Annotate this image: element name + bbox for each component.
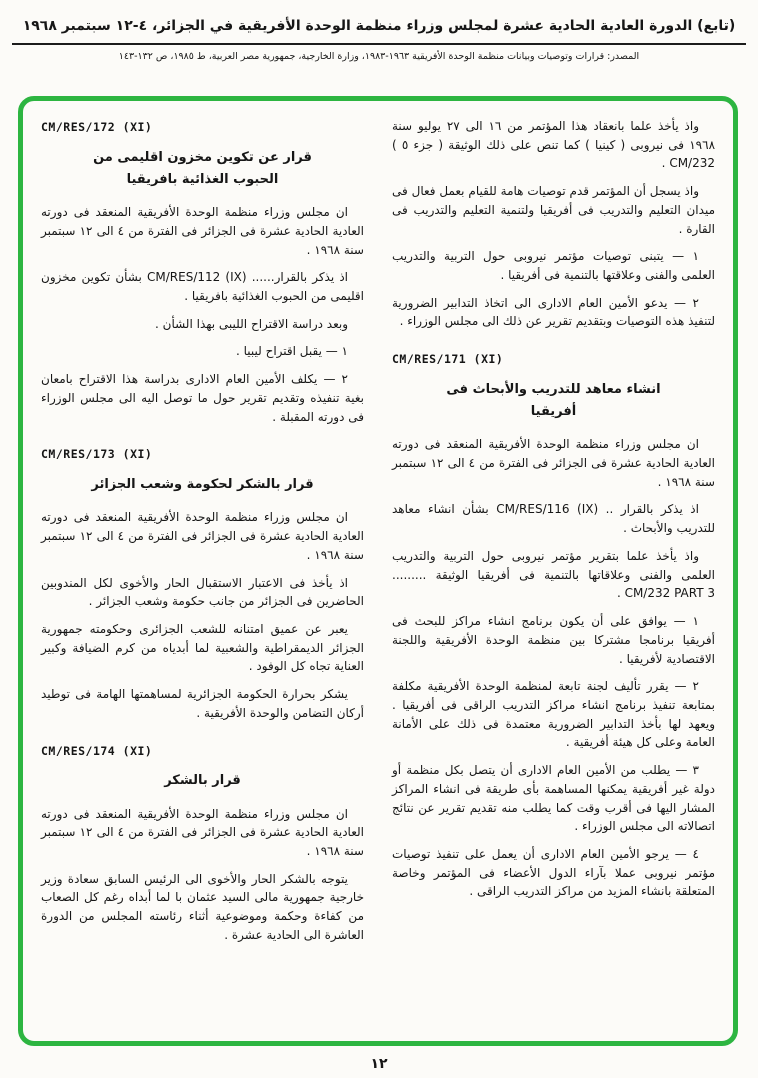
paragraph: ان مجلس وزراء منظمة الوحدة الأفريقية المنعقد فى دورته العادية الحادية عشرة فى الجزائر فى الفترة من ٤ الى ١٢ سبتمبر سنة ١٩٦٨ . [41, 806, 364, 858]
paragraph: ٢ — يكلف الأمين العام الادارى بدراسة هذا الاقتراح بامعان بغية تنفيذه وتقديم تقرير حول ما توصل اليه الى مجلس الوزراء فى دورته المقبلة . [41, 372, 364, 424]
paragraph: يعبر عن عميق امتنانه للشعب الجزائرى وحكومته جمهورية الجزائر الديمقراطية والشعبية لما أبدياه من كرم الضيافة وكبير العناية تجاه كل الوفود . [41, 621, 364, 674]
paragraph: ١ — يتبنى توصيات مؤتمر نيروبى حول التربية والتدريب العلمى والفنى وعلاقتها بالتنمية فى أفريقيا . [392, 249, 715, 283]
paragraph: واذ يأخذ علما بانعقاد هذا المؤتمر من ١٦ الى ٢٧ يوليو سنة ١٩٦٨ فى نيروبى ( كينيا ) كما تنص على ذلك الوثيقة ( جزء ٥ ) CM/232 . [392, 119, 716, 171]
paragraph: ٣ — يطلب من الأمين العام الادارى أن يتصل بكل منظمة أو دولة غير أفريقية يمكنها المساهمة بأى طريقة فى انشاء المراكز المشار اليها فى أقرب وقت كما يطلب منه تقديم تقرير عن نتائج اتصالاته الى مجلس الوزراء . [392, 763, 715, 834]
paragraph: ٤ — يرجو الأمين العام الادارى أن يعمل على تنفيذ توصيات مؤتمر نيروبى عملا بآراء الدول الأعضاء فى المؤتمر وخاصة المتعلقة بانشاء المزيد من مراكز التدريب الراقى . [392, 846, 715, 899]
paragraph: ان مجلس وزراء منظمة الوحدة الأفريقية المنعقد فى دورته العادية الحادية عشرة فى الجزائر فى الفترة من ٤ الى ١٢ سبتمبر سنة ١٩٦٨ . [392, 437, 715, 489]
resolution-code-172: CM/RES/172 (XI) [41, 120, 153, 134]
paragraph: يشكر بحرارة الحكومة الجزائرية لمساهمتها الهامة فى توطيد أركان التضامن والوحدة الأفريقية . [41, 687, 364, 720]
header-divider [12, 43, 746, 45]
header-source: المصدر: قرارات وتوصيات وبيانات منظمة الوحدة الأفريقية ١٩٦٣-١٩٨٣، وزارة الخارجية، جمهورية مصر العربية، ط ١٩٨٥، ص ١٣٢-١٤٣ [118, 50, 640, 62]
page-number: ١٢ [370, 1056, 388, 1072]
green-border-frame [18, 96, 738, 1046]
resolution-code-174: CM/RES/174 (XI) [41, 743, 153, 758]
header-title: (تابع) الدورة العادية الحادية عشرة لمجلس وزراء منظمة الوحدة الأفريقية في الجزائر، ٤-١٢ سبتمبر ١٩٦٨ [22, 18, 736, 34]
column-left [41, 117, 364, 1033]
paragraph: اذ يذكر بالقرار...... CM/RES/112 (IX) بشأن تكوين مخزون اقليمى من الحبوب الغذائية بافريقيا . [41, 270, 364, 303]
paragraph: ان مجلس وزراء منظمة الوحدة الأفريقية المنعقد فى دورته العادية الحادية عشرة فى الجزائر فى الفترة من ٤ الى ١٢ سبتمبر سنة ١٩٦٨ . [41, 205, 364, 257]
resolution-title-173: قرار بالشكر لحكومة وشعب الجزائر [91, 477, 314, 493]
resolution-code-173: CM/RES/173 (XI) [41, 447, 153, 462]
resolution-code-171: CM/RES/171 (XI) [392, 352, 504, 367]
paragraph: واذ يسجل أن المؤتمر قدم توصيات هامة للقيام بعمل فعال فى ميدان التعليم والتدريب فى أفريقيا ولتنمية التعليم والتدريب فى القارة . [392, 184, 715, 236]
paragraph: ٢ — يدعو الأمين العام الادارى الى اتخاذ التدابير الضرورية لتنفيذ هذه التوصيات وبتقديم تقرير عن ذلك الى مجلس الوزراء . [392, 295, 715, 329]
resolution-title-174: قرار بالشكر [164, 773, 241, 789]
page-header [0, 0, 758, 64]
paragraph: اذ يأخذ فى الاعتبار الاستقبال الحار والأخوى لكل المندوبين الحاضرين فى الجزائر من جانب حكومة وشعب الجزائر . [41, 575, 364, 609]
paragraph: ١ — يوافق على أن يكون برنامج انشاء مراكز للبحث فى أفريقيا برنامجا مشتركا بين منظمة الوحدة الأفريقية واللجنة الاقتصادية لأفريقيا . [392, 614, 715, 666]
paragraph: وبعد دراسة الاقتراح الليبى بهذا الشأن . [155, 316, 348, 331]
two-column-layout [41, 117, 715, 1033]
paragraph: يتوجه بالشكر الحار والأخوى الى الرئيس السابق سعادة وزير خارجية جمهورية مالى السيد عثمان با لما أبداه رغم كل الصعاب من كفاءة وحكمة وموضوعية أثناء رئاسته المجلس من الدورة العاشرة الى الحادية عشرة . [41, 871, 364, 942]
paragraph: ان مجلس وزراء منظمة الوحدة الأفريقية المنعقد فى دورته العادية الحادية عشرة فى الجزائر فى الفترة من ٤ الى ١٢ سبتمبر سنة ١٩٦٨ . [41, 510, 364, 562]
column-right [392, 117, 715, 1033]
resolution-title-171: انشاء معاهد للتدريب والأبحاث فى أفريقيا [446, 382, 661, 420]
paragraph: ١ — يقبل اقتراح ليبيا . [235, 344, 348, 359]
paragraph: ٢ — يقرر تأليف لجنة تابعة لمنظمة الوحدة الأفريقية مكلفة بمتابعة تنفيذ برنامج انشاء مراكز التدريب الراقى فى أفريقيا . ويعهد لها بأخذ التدابير الضرورية معتمدة فى ذلك على الأمانة العامة وعلى كل هيئة أفريقية . [392, 679, 715, 750]
resolution-title-172: قرار عن تكوين مخزون اقليمى من الحبوب الغذائية بافريقيا [93, 149, 312, 188]
paragraph: واذ يأخذ علما بتقرير مؤتمر نيروبى حول التربية والتدريب العلمى والفنى وعلاقاتها بالتنمية فى أفريقيا الوثيقة ......... CM/232 PART 3 . [392, 548, 715, 601]
paragraph: اذ يذكر بالقرار .. CM/RES/116 (IX) بشأن انشاء معاهد للتدريب والأبحاث . [392, 502, 715, 536]
